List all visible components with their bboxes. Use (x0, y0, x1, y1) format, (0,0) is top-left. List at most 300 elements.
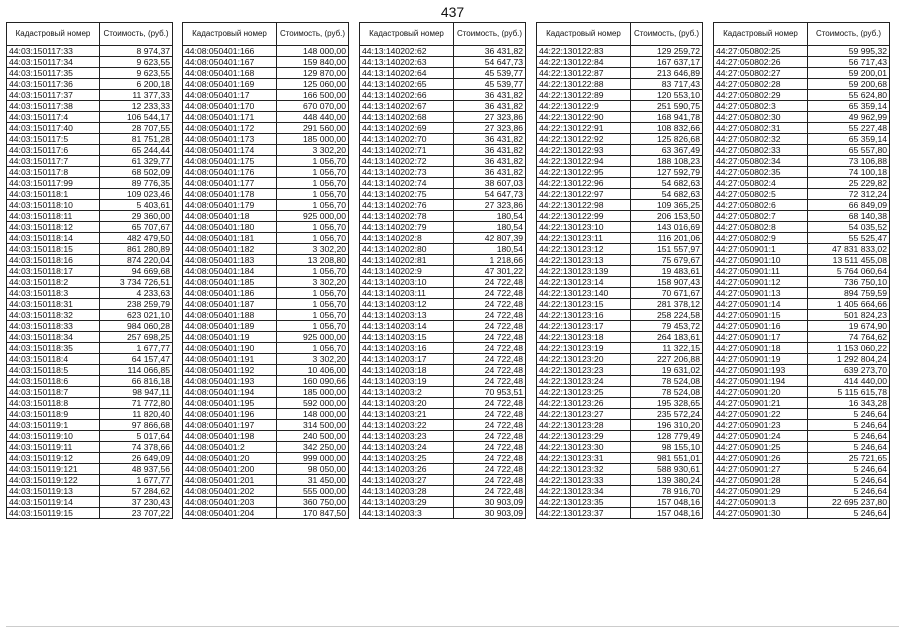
header-cadastral-number: Кадастровый номер (537, 23, 631, 46)
cadastral-number: 44:22:130122:92 (537, 134, 631, 145)
cost-value: 125 826,68 (631, 134, 703, 145)
cadastral-number: 44:27:050901:13 (714, 288, 808, 299)
table-row (360, 365, 526, 376)
table-row (183, 79, 349, 90)
cost-value: 342 250,00 (277, 442, 349, 453)
cost-value: 65 707,67 (100, 222, 173, 233)
cost-value: 24 722,48 (454, 321, 526, 332)
table-row (360, 299, 526, 310)
cadastral-number: 44:08:050401:189 (183, 321, 277, 332)
table-row (537, 365, 703, 376)
cost-value: 24 722,48 (454, 277, 526, 288)
cadastral-number: 44:22:130123:139 (537, 266, 631, 277)
cadastral-number: 44:13:140202:79 (360, 222, 454, 233)
cost-value: 27 323,86 (454, 123, 526, 134)
header-cost: Стоимость, (руб.) (277, 23, 349, 46)
cost-value: 592 000,00 (277, 398, 349, 409)
table-row (7, 486, 173, 497)
table-row (7, 387, 173, 398)
cadastral-number: 44:13:140203:25 (360, 453, 454, 464)
table-row (714, 123, 890, 134)
cost-value: 65 359,14 (808, 101, 890, 112)
cost-value: 5 246,64 (808, 431, 890, 442)
table-row (714, 255, 890, 266)
cost-value: 1 153 060,22 (808, 343, 890, 354)
table-row (7, 255, 173, 266)
cost-value: 8 974,37 (100, 46, 173, 57)
table-row (537, 123, 703, 134)
cadastral-number: 44:27:050802:34 (714, 156, 808, 167)
cadastral-number: 44:22:130123:25 (537, 387, 631, 398)
table-row (7, 101, 173, 112)
cost-value: 159 840,00 (277, 57, 349, 68)
table-row (360, 343, 526, 354)
cadastral-number: 44:27:050802:7 (714, 211, 808, 222)
cadastral-number: 44:03:150118:3 (7, 288, 100, 299)
cost-value: 128 779,49 (631, 431, 703, 442)
cadastral-number: 44:03:150118:2 (7, 277, 100, 288)
cost-value: 158 907,43 (631, 277, 703, 288)
table-row (360, 277, 526, 288)
cadastral-number: 44:13:140202:71 (360, 145, 454, 156)
cadastral-number: 44:27:050901:17 (714, 332, 808, 343)
table-row (714, 156, 890, 167)
cost-value: 49 962,99 (808, 112, 890, 123)
cadastral-number: 44:13:140203:12 (360, 299, 454, 310)
cadastral-number: 44:08:050401:170 (183, 101, 277, 112)
cost-value: 874 220,04 (100, 255, 173, 266)
table-row (7, 354, 173, 365)
table-row (7, 233, 173, 244)
cost-value: 36 431,82 (454, 90, 526, 101)
cadastral-number: 44:08:050401:172 (183, 123, 277, 134)
cadastral-number: 44:13:140203:26 (360, 464, 454, 475)
cost-value: 925 000,00 (277, 332, 349, 343)
table-row (537, 68, 703, 79)
cadastral-number: 44:03:150118:8 (7, 398, 100, 409)
cadastral-number: 44:27:050802:31 (714, 123, 808, 134)
table-row (360, 123, 526, 134)
table-row (360, 145, 526, 156)
cadastral-tables (6, 22, 899, 618)
table-row (537, 431, 703, 442)
table-row (360, 420, 526, 431)
table-row (7, 178, 173, 189)
table-row (537, 277, 703, 288)
cost-value: 24 722,48 (454, 409, 526, 420)
table-row (183, 343, 349, 354)
table-row (360, 200, 526, 211)
cost-value: 213 646,89 (631, 68, 703, 79)
cadastral-number: 44:08:050401:173 (183, 134, 277, 145)
cadastral-number: 44:08:050401:201 (183, 475, 277, 486)
cost-value: 981 551,01 (631, 453, 703, 464)
cost-value: 54 682,63 (631, 189, 703, 200)
cost-value: 36 431,82 (454, 134, 526, 145)
cost-value: 30 903,09 (454, 497, 526, 508)
table-row (714, 68, 890, 79)
cost-value: 1 056,70 (277, 233, 349, 244)
cadastral-number: 44:27:050901:27 (714, 464, 808, 475)
cost-value: 5 246,64 (808, 464, 890, 475)
cadastral-number: 44:03:150118:33 (7, 321, 100, 332)
cadastral-number: 44:13:140203:15 (360, 332, 454, 343)
cost-value: 984 060,28 (100, 321, 173, 332)
cadastral-number: 44:08:050401:204 (183, 508, 277, 519)
cadastral-number: 44:03:150119:10 (7, 431, 100, 442)
table-row (183, 475, 349, 486)
cost-value: 166 500,00 (277, 90, 349, 101)
cadastral-number: 44:13:140202:73 (360, 167, 454, 178)
table-row (183, 420, 349, 431)
cost-value: 63 367,49 (631, 145, 703, 156)
cadastral-number: 44:22:130123:32 (537, 464, 631, 475)
cadastral-number: 44:03:150118:31 (7, 299, 100, 310)
table-row (537, 486, 703, 497)
cost-value: 25 721,65 (808, 453, 890, 464)
cadastral-number: 44:08:050401:194 (183, 387, 277, 398)
cost-value: 37 230,43 (100, 497, 173, 508)
cost-value: 196 310,20 (631, 420, 703, 431)
cadastral-number: 44:13:140202:80 (360, 244, 454, 255)
cost-value: 1 056,70 (277, 310, 349, 321)
cadastral-number: 44:27:050901:29 (714, 486, 808, 497)
table-row (183, 376, 349, 387)
cost-value: 501 824,23 (808, 310, 890, 321)
table-row (183, 145, 349, 156)
table-row (7, 475, 173, 486)
table-row (360, 90, 526, 101)
cadastral-number: 44:27:050901:25 (714, 442, 808, 453)
table-row (360, 112, 526, 123)
cadastral-number: 44:03:150118:34 (7, 332, 100, 343)
table-row (7, 288, 173, 299)
table-row (537, 244, 703, 255)
cost-value: 1 056,70 (277, 178, 349, 189)
table-row (537, 79, 703, 90)
cadastral-number: 44:22:130123:24 (537, 376, 631, 387)
cost-value: 79 453,72 (631, 321, 703, 332)
cost-value: 258 224,58 (631, 310, 703, 321)
header-cadastral-number: Кадастровый номер (7, 23, 100, 46)
cadastral-number: 44:22:130123:16 (537, 310, 631, 321)
cadastral-number: 44:03:150118:9 (7, 409, 100, 420)
table-row (714, 431, 890, 442)
cadastral-number: 44:03:150119:1 (7, 420, 100, 431)
table-row (537, 332, 703, 343)
table-row (183, 123, 349, 134)
table-row (537, 453, 703, 464)
cadastral-number: 44:13:140202:78 (360, 211, 454, 222)
table-row (714, 57, 890, 68)
cadastral-number: 44:08:050401:185 (183, 277, 277, 288)
cadastral-number: 44:27:050802:27 (714, 68, 808, 79)
cost-value: 65 359,14 (808, 134, 890, 145)
cost-value: 1 405 664,66 (808, 299, 890, 310)
table-row (360, 431, 526, 442)
cadastral-number: 44:03:150118:15 (7, 244, 100, 255)
cost-value: 3 302,20 (277, 145, 349, 156)
cost-value: 6 200,18 (100, 79, 173, 90)
header-cadastral-number: Кадастровый номер (714, 23, 808, 46)
cost-value: 999 000,00 (277, 453, 349, 464)
cost-value: 1 056,70 (277, 156, 349, 167)
cost-value: 170 847,50 (277, 508, 349, 519)
cadastral-number: 44:27:050901:16 (714, 321, 808, 332)
cadastral-number: 44:22:130123:17 (537, 321, 631, 332)
cost-value: 24 722,48 (454, 464, 526, 475)
table-row (714, 508, 890, 519)
cadastral-number: 44:27:050901:10 (714, 255, 808, 266)
table-row (537, 299, 703, 310)
cadastral-number: 44:13:140202:63 (360, 57, 454, 68)
cadastral-number: 44:22:130122:9 (537, 101, 631, 112)
cadastral-number: 44:22:130122:98 (537, 200, 631, 211)
cadastral-number: 44:13:140203:10 (360, 277, 454, 288)
cost-value: 36 431,82 (454, 46, 526, 57)
table-row (360, 475, 526, 486)
cost-value: 5 246,64 (808, 442, 890, 453)
cadastral-number: 44:03:150118:4 (7, 354, 100, 365)
cost-value: 109 365,25 (631, 200, 703, 211)
cost-value: 70 671,67 (631, 288, 703, 299)
table-row (183, 508, 349, 519)
table-row (714, 343, 890, 354)
cadastral-number: 44:13:140203:16 (360, 343, 454, 354)
cadastral-number: 44:27:050901:11 (714, 266, 808, 277)
cost-value: 11 322,15 (631, 343, 703, 354)
cadastral-number: 44:03:150118:14 (7, 233, 100, 244)
cost-value: 5 017,64 (100, 431, 173, 442)
table-row (7, 365, 173, 376)
cost-value: 116 201,06 (631, 233, 703, 244)
table-row (360, 178, 526, 189)
cadastral-number: 44:13:140203:22 (360, 420, 454, 431)
cadastral-number: 44:08:050401:200 (183, 464, 277, 475)
table-row (183, 387, 349, 398)
table-row (183, 244, 349, 255)
cost-value: 5 246,64 (808, 486, 890, 497)
table-row (537, 321, 703, 332)
cost-value: 54 035,52 (808, 222, 890, 233)
cost-value: 19 483,61 (631, 266, 703, 277)
cost-value: 251 590,75 (631, 101, 703, 112)
cadastral-table-1 (6, 22, 173, 519)
cadastral-number: 44:27:050901:19 (714, 354, 808, 365)
cost-value: 180,54 (454, 222, 526, 233)
table-row (537, 178, 703, 189)
cost-value: 291 560,00 (277, 123, 349, 134)
table-row (183, 101, 349, 112)
cadastral-number: 44:27:050802:33 (714, 145, 808, 156)
cadastral-number: 44:27:050901:1 (714, 244, 808, 255)
table-row (537, 497, 703, 508)
cost-value: 61 329,77 (100, 156, 173, 167)
cadastral-number: 44:22:130122:84 (537, 57, 631, 68)
cost-value: 24 722,48 (454, 332, 526, 343)
cost-value: 59 995,32 (808, 46, 890, 57)
cadastral-number: 44:22:130122:97 (537, 189, 631, 200)
cost-value: 55 525,47 (808, 233, 890, 244)
cadastral-number: 44:03:150118:5 (7, 365, 100, 376)
table-row (537, 134, 703, 145)
cadastral-number: 44:27:050802:6 (714, 200, 808, 211)
cadastral-number: 44:22:130122:93 (537, 145, 631, 156)
table-row (7, 497, 173, 508)
cadastral-table-2 (182, 22, 349, 519)
cadastral-number: 44:13:140203:18 (360, 365, 454, 376)
cadastral-number: 44:22:130122:90 (537, 112, 631, 123)
table-row (183, 211, 349, 222)
header-cost: Стоимость, (руб.) (631, 23, 703, 46)
cost-value: 70 953,51 (454, 387, 526, 398)
cadastral-number: 44:27:050901:14 (714, 299, 808, 310)
table-row (537, 475, 703, 486)
cadastral-number: 44:08:050401:193 (183, 376, 277, 387)
table-row (360, 68, 526, 79)
cost-value: 74 378,66 (100, 442, 173, 453)
table-row (360, 376, 526, 387)
cadastral-number: 44:22:130123:31 (537, 453, 631, 464)
table-row (537, 354, 703, 365)
cost-value: 10 406,00 (277, 365, 349, 376)
cost-value: 736 750,10 (808, 277, 890, 288)
cadastral-number: 44:03:150118:7 (7, 387, 100, 398)
table-row (537, 376, 703, 387)
cost-value: 78 524,08 (631, 376, 703, 387)
cost-value: 1 056,70 (277, 299, 349, 310)
cost-value: 36 431,82 (454, 156, 526, 167)
cost-value: 157 048,16 (631, 497, 703, 508)
table-row (183, 464, 349, 475)
table-row (714, 442, 890, 453)
cadastral-table-4 (536, 22, 703, 519)
cost-value: 24 722,48 (454, 475, 526, 486)
cost-value: 22 695 237,80 (808, 497, 890, 508)
cadastral-number: 44:27:050901:30 (714, 508, 808, 519)
cadastral-number: 44:22:130123:33 (537, 475, 631, 486)
cadastral-number: 44:08:050401:188 (183, 310, 277, 321)
cadastral-number: 44:22:130123:37 (537, 508, 631, 519)
cadastral-number: 44:03:150118:17 (7, 266, 100, 277)
cost-value: 36 431,82 (454, 145, 526, 156)
header-cadastral-number: Кадастровый номер (183, 23, 277, 46)
cadastral-number: 44:13:140203:3 (360, 508, 454, 519)
table-row (183, 134, 349, 145)
cadastral-number: 44:03:150118:11 (7, 211, 100, 222)
cost-value: 89 776,35 (100, 178, 173, 189)
table-row (360, 134, 526, 145)
cadastral-number: 44:08:050401:181 (183, 233, 277, 244)
table-row (537, 255, 703, 266)
cadastral-number: 44:03:150118:35 (7, 343, 100, 354)
cadastral-number: 44:22:130122:83 (537, 46, 631, 57)
table-row (360, 101, 526, 112)
cadastral-number: 44:27:050802:8 (714, 222, 808, 233)
cadastral-number: 44:22:130123:10 (537, 222, 631, 233)
table-row (360, 321, 526, 332)
table-row (183, 266, 349, 277)
cost-value: 151 557,97 (631, 244, 703, 255)
cadastral-number: 44:13:140202:65 (360, 79, 454, 90)
cost-value: 227 206,88 (631, 354, 703, 365)
cadastral-number: 44:03:150118:10 (7, 200, 100, 211)
cost-value: 448 440,00 (277, 112, 349, 123)
table-row (360, 332, 526, 343)
cadastral-number: 44:03:150118:6 (7, 376, 100, 387)
cost-value: 3 302,20 (277, 244, 349, 255)
table-row (714, 167, 890, 178)
cost-value: 108 832,66 (631, 123, 703, 134)
table-row (714, 101, 890, 112)
table-row (183, 57, 349, 68)
cost-value: 97 866,68 (100, 420, 173, 431)
table-row (183, 112, 349, 123)
cadastral-number: 44:13:140202:8 (360, 233, 454, 244)
table-row (714, 398, 890, 409)
table-row (714, 475, 890, 486)
table-row (714, 497, 890, 508)
cost-value: 3 302,20 (277, 277, 349, 288)
cost-value: 195 328,65 (631, 398, 703, 409)
cadastral-number: 44:13:140202:81 (360, 255, 454, 266)
table-row (7, 398, 173, 409)
table-row (714, 354, 890, 365)
cadastral-number: 44:13:140202:64 (360, 68, 454, 79)
table-row (7, 123, 173, 134)
table-row (360, 497, 526, 508)
table-row (183, 354, 349, 365)
cost-value: 29 360,00 (100, 211, 173, 222)
table-row (360, 354, 526, 365)
cadastral-number: 44:13:140203:17 (360, 354, 454, 365)
table-row (537, 266, 703, 277)
cost-value: 56 717,43 (808, 57, 890, 68)
cost-value: 24 722,48 (454, 486, 526, 497)
table-row (537, 145, 703, 156)
cost-value: 148 000,00 (277, 46, 349, 57)
table-row (7, 343, 173, 354)
cadastral-number: 44:13:140202:68 (360, 112, 454, 123)
cadastral-number: 44:13:140203:13 (360, 310, 454, 321)
cost-value: 160 090,66 (277, 376, 349, 387)
cost-value: 24 722,48 (454, 453, 526, 464)
table-row (537, 222, 703, 233)
cost-value: 24 722,48 (454, 354, 526, 365)
cost-value: 925 000,00 (277, 211, 349, 222)
cadastral-number: 44:03:150119:13 (7, 486, 100, 497)
cost-value: 4 233,63 (100, 288, 173, 299)
cadastral-number: 44:27:050901:15 (714, 310, 808, 321)
cadastral-number: 44:13:140202:67 (360, 101, 454, 112)
cadastral-number: 44:27:050802:32 (714, 134, 808, 145)
cadastral-number: 44:03:150117:38 (7, 101, 100, 112)
table-row (360, 46, 526, 57)
table-row (714, 332, 890, 343)
cost-value: 31 450,00 (277, 475, 349, 486)
table-row (7, 156, 173, 167)
cost-value: 1 056,70 (277, 189, 349, 200)
cost-value: 19 674,90 (808, 321, 890, 332)
cadastral-number: 44:22:130123:140 (537, 288, 631, 299)
cadastral-number: 44:22:130123:29 (537, 431, 631, 442)
table-row (7, 134, 173, 145)
cadastral-number: 44:13:140202:70 (360, 134, 454, 145)
table-row (7, 167, 173, 178)
cadastral-number: 44:08:050401:192 (183, 365, 277, 376)
table-row (714, 200, 890, 211)
cost-value: 180,54 (454, 211, 526, 222)
